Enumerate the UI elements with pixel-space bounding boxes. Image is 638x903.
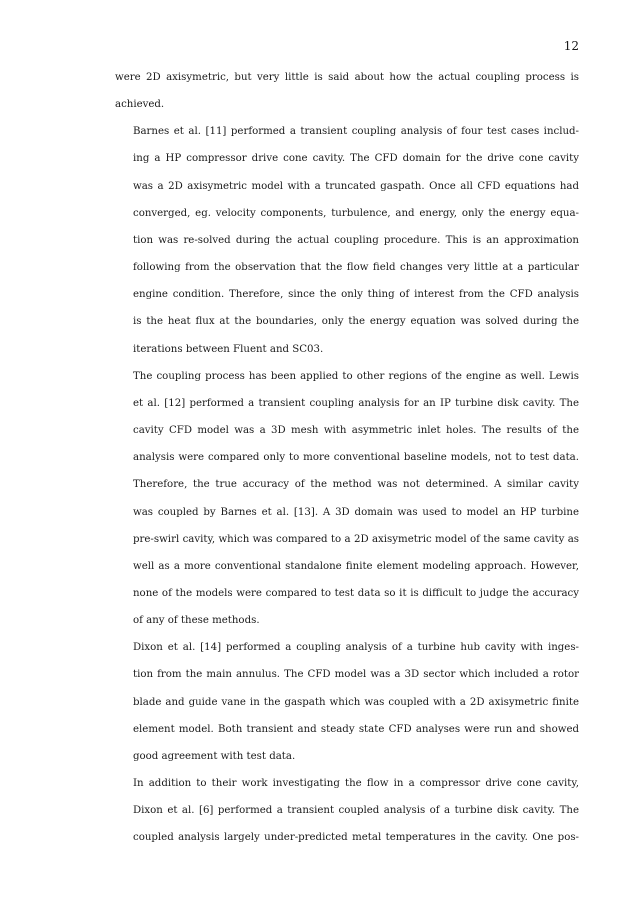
paragraph — [115, 770, 579, 851]
text-line: element model. Both transient and steady state CFD analyses were run and showed — [133, 723, 579, 735]
paragraph — [115, 363, 579, 635]
paragraph — [115, 118, 579, 362]
text-line: ing a HP compressor drive cone cavity. The CFD domain for the drive cone cavity — [133, 153, 579, 165]
text-line: good agreement with test data. — [133, 750, 296, 762]
text-line: converged, eg. velocity components, turbulence, and energy, only the energy equa- — [133, 207, 579, 219]
text-line: Barnes et al. [11] performed a transient coupling analysis of four test cases includ- — [133, 126, 579, 138]
text-line: The coupling process has been applied to other regions of the engine as well. Lewis — [133, 370, 579, 382]
text-line: pre-swirl cavity, which was compared to a 2D axisymetric model of the same cavity as — [133, 533, 579, 545]
text-line: engine condition. Therefore, since the only thing of interest from the CFD analysis — [133, 289, 579, 301]
text-line: was a 2D axisymetric model with a truncated gaspath. Once all CFD equations had — [133, 180, 579, 192]
text-line: Dixon et al. [14] performed a coupling analysis of a turbine hub cavity with inges- — [133, 642, 579, 654]
text-line: cavity CFD model was a 3D mesh with asymmetric inlet holes. The results of the — [133, 425, 579, 437]
text-line: analysis were compared only to more conventional baseline models, not to test data. — [133, 452, 579, 464]
text-line: of any of these methods. — [133, 615, 260, 627]
text-line: et al. [12] performed a transient coupling analysis for an IP turbine disk cavity. The — [133, 397, 579, 409]
text-line: blade and guide vane in the gaspath which was coupled with a 2D axisymetric finite — [133, 696, 579, 708]
text-line: coupled analysis largely under-predicted metal temperatures in the cavity. One pos- — [133, 832, 579, 844]
text-line: were 2D axisymetric, but very little is said about how the actual coupling process is — [115, 72, 579, 83]
paragraph — [115, 634, 579, 770]
text-line: Therefore, the true accuracy of the method was not determined. A similar cavity — [133, 479, 579, 491]
text-line: tion was re-solved during the actual coupling procedure. This is an approximation — [133, 234, 579, 246]
text-line: was coupled by Barnes et al. [13]. A 3D domain was used to model an HP turbine — [133, 506, 579, 518]
body-text — [115, 64, 579, 852]
text-line: In addition to their work investigating the flow in a compressor drive cone cavity, — [133, 778, 579, 790]
text-line: iterations between Fluent and SC03. — [133, 343, 324, 355]
text-line: none of the models were compared to test data so it is difficult to judge the accuracy — [133, 587, 579, 599]
text-line: Dixon et al. [6] performed a transient coupled analysis of a turbine disk cavity. The — [133, 805, 579, 817]
page-number: 12 — [563, 39, 579, 53]
text-line: tion from the main annulus. The CFD model was a 3D sector which included a rotor — [133, 669, 579, 681]
text-line: achieved. — [115, 99, 165, 111]
text-line: well as a more conventional standalone finite element modeling approach. However, — [133, 560, 579, 572]
paragraph — [115, 64, 579, 118]
text-line: following from the observation that the flow field changes very little at a particular — [133, 262, 579, 274]
text-line: is the heat flux at the boundaries, only the energy equation was solved during the — [133, 316, 579, 328]
